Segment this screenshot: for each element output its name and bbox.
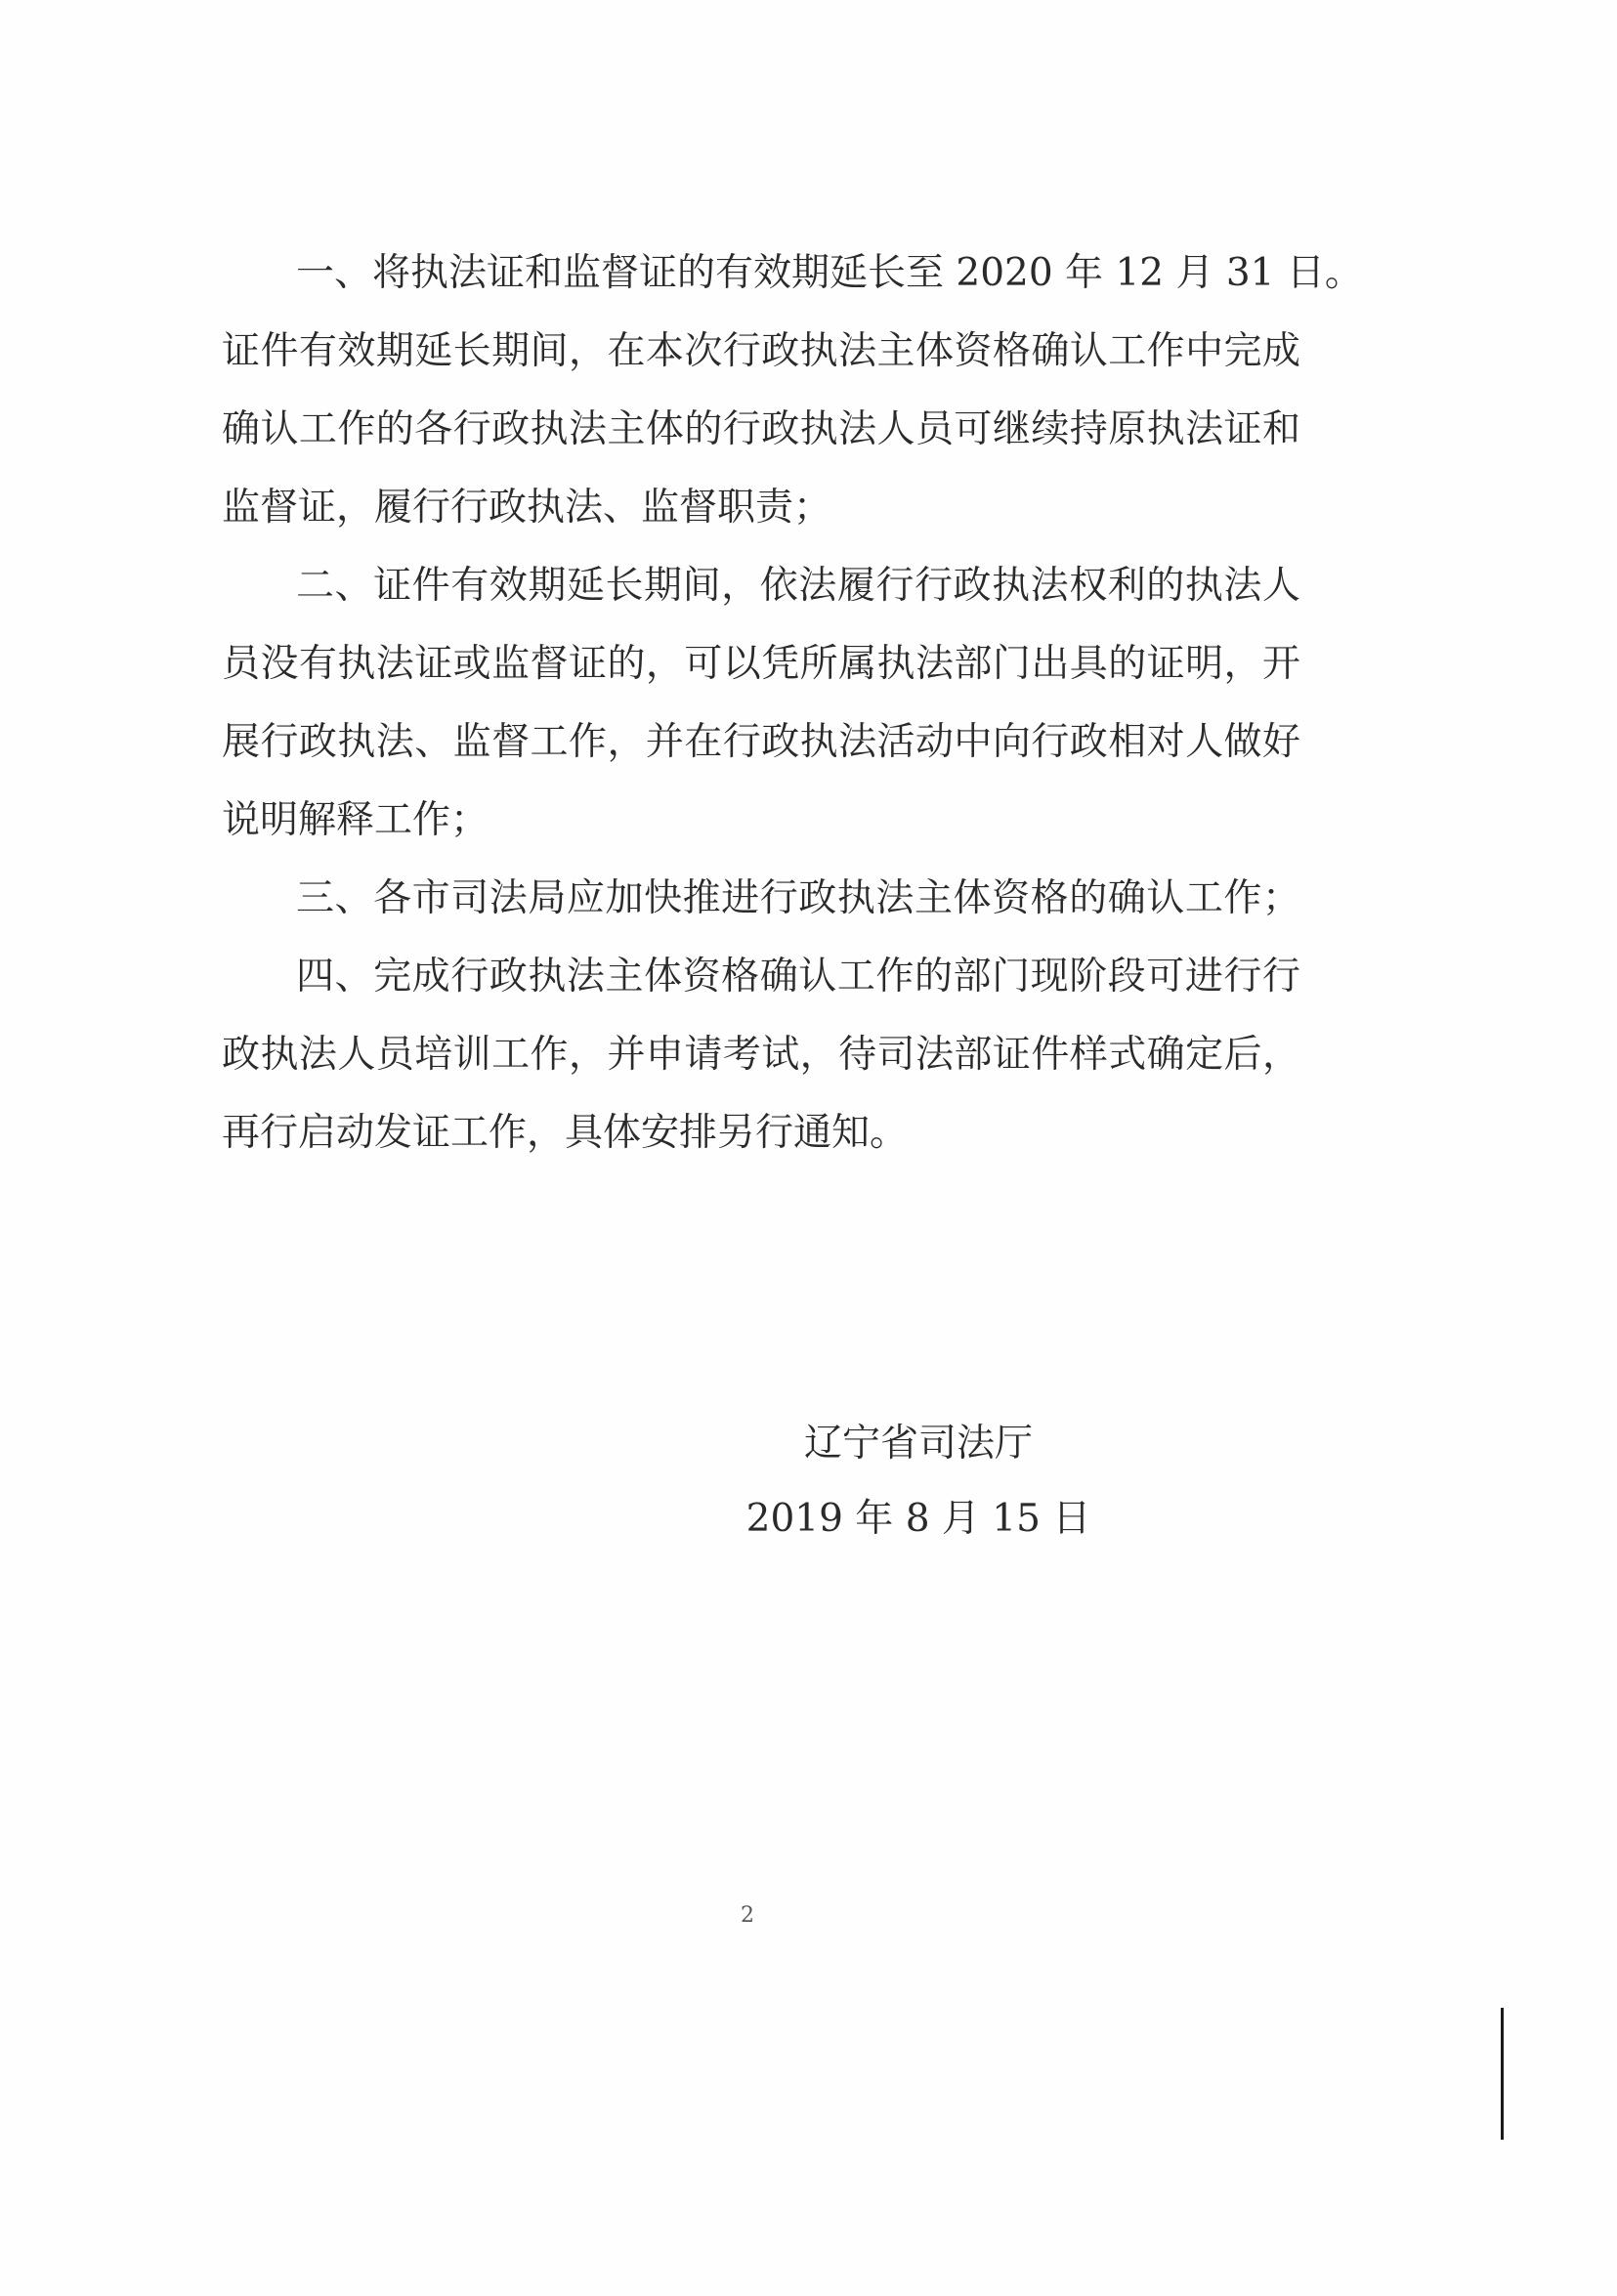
paragraph-3-line-1: 三、各市司法局应加快推进行政执法主体资格的确认工作； xyxy=(296,876,1300,920)
page-number: 2 xyxy=(741,1903,754,1928)
paragraph-2-line-3: 展行政执法、监督工作，并在行政执法活动中向行政相对人做好 xyxy=(222,720,1300,764)
paragraph-4-line-2: 政执法人员培训工作，并申请考试，待司法部证件样式确定后， xyxy=(222,1033,1300,1077)
paragraph-4-line-1: 四、完成行政执法主体资格确认工作的部门现阶段可进行行 xyxy=(296,955,1300,999)
signature-organization: 辽宁省司法厅 xyxy=(803,1422,1033,1466)
paragraph-1-line-3: 确认工作的各行政执法主体的行政执法人员可继续持原执法证和 xyxy=(222,407,1300,451)
scan-edge-mark xyxy=(1501,2008,1504,2140)
paragraph-2-line-1: 二、证件有效期延长期间，依法履行行政执法权利的执法人 xyxy=(296,564,1300,608)
paragraph-2-line-4: 说明解释工作； xyxy=(222,798,489,842)
paragraph-1-line-1: 一、将执法证和监督证的有效期延长至 2020 年 12 月 31 日。 xyxy=(296,251,1363,295)
paragraph-1-line-4: 监督证，履行行政执法、监督职责； xyxy=(222,486,832,530)
signature-date: 2019 年 8 月 15 日 xyxy=(745,1497,1091,1541)
paragraph-2-line-2: 员没有执法证或监督证的，可以凭所属执法部门出具的证明，开 xyxy=(222,642,1300,686)
paragraph-1-line-2: 证件有效期延长期间，在本次行政执法主体资格确认工作中完成 xyxy=(222,329,1300,373)
paragraph-4-line-3: 再行启动发证工作，具体安排另行通知。 xyxy=(222,1111,909,1155)
